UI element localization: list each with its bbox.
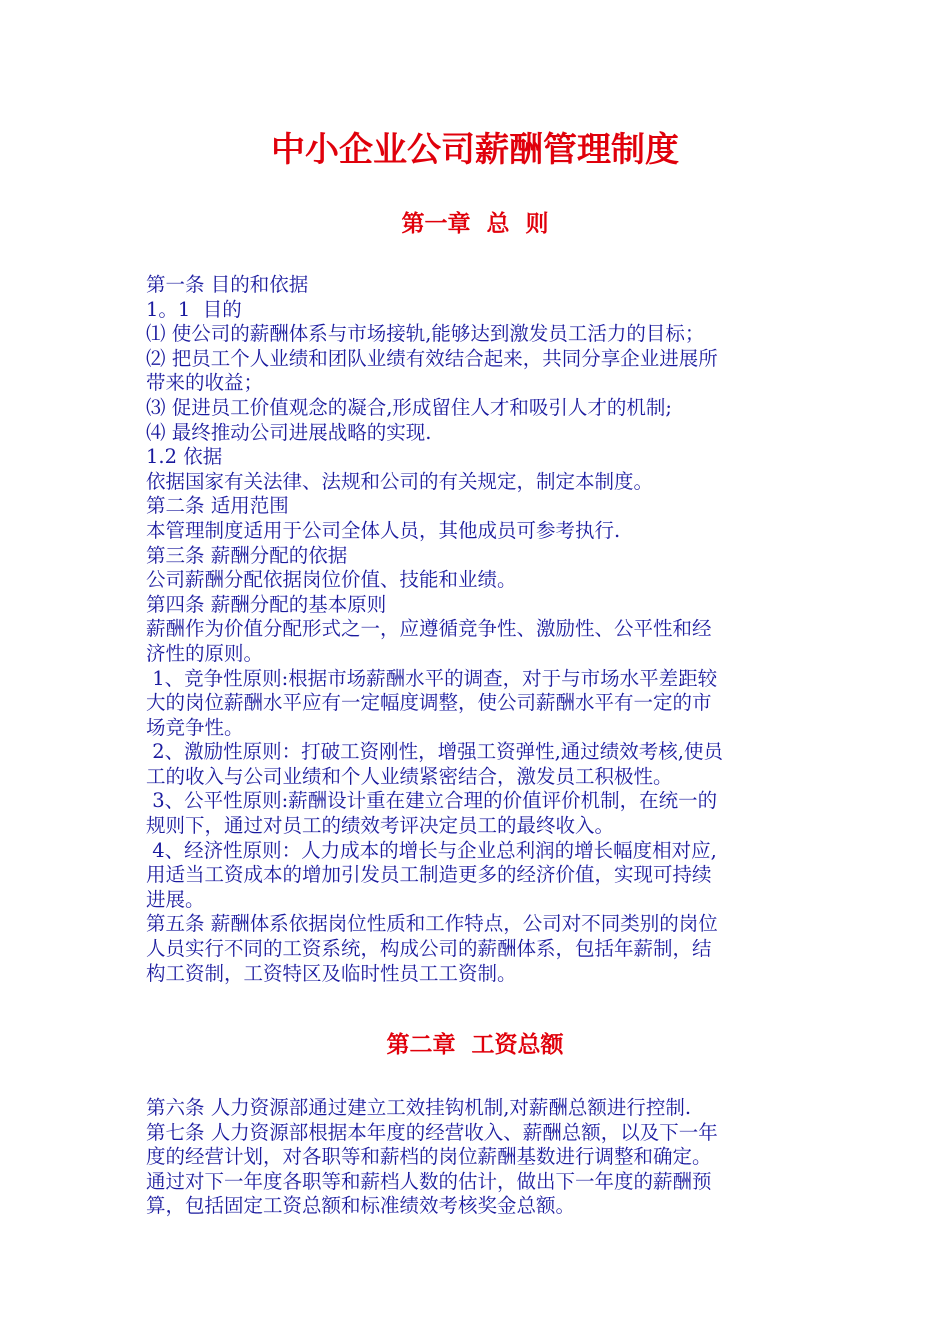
text-line: 进展。: [146, 887, 205, 911]
text-line: 本管理制度适用于公司全体人员，其他成员可参考执行.: [146, 518, 621, 542]
text-line: 规则下，通过对员工的绩效考评决定员工的最终收入。: [146, 814, 615, 838]
text-line: 第二条 适用范围: [146, 494, 289, 518]
text-line: 第五条 薪酬体系依据岗位性质和工作特点，公司对不同类别的岗位: [146, 912, 718, 936]
chapter-2-body: [146, 1096, 814, 1219]
text-line: 1、竞争性原则:根据市场薪酬水平的调查，对于与市场水平差距较: [146, 666, 718, 690]
document-title: 中小企业公司薪酬管理制度: [271, 130, 679, 170]
text-line: 算，包括固定工资总额和标准绩效考核奖金总额。: [146, 1194, 576, 1218]
text-line: 工的收入与公司业绩和个人业绩紧密结合，激发员工积极性。: [146, 764, 673, 788]
text-line: 1.2 依据: [146, 445, 223, 469]
text-line: 度的经营计划，对各职等和薪档的岗位薪酬基数进行调整和确定。: [146, 1145, 712, 1169]
text-line: 构工资制，工资特区及临时性员工工资制。: [146, 961, 517, 985]
chapter-1-heading: 第一章 总 则: [401, 211, 549, 237]
chapter-2-heading: 第二章 工资总额: [386, 1032, 564, 1058]
text-line: 带来的收益；: [146, 371, 264, 395]
text-line: 公司薪酬分配依据岗位价值、技能和业绩。: [146, 568, 517, 592]
text-line: 人员实行不同的工资系统，构成公司的薪酬体系，包括年薪制，结: [146, 937, 712, 961]
text-line: 1。1 目的: [146, 297, 242, 321]
text-line: 济性的原则。: [146, 641, 264, 665]
text-line: 第一条 目的和依据: [146, 273, 309, 296]
text-line: 通过对下一年度各职等和薪档人数的估计，做出下一年度的薪酬预: [146, 1169, 712, 1193]
text-line: 3、公平性原则:薪酬设计重在建立合理的价值评价机制，在统一的: [146, 789, 718, 813]
text-line: ⑵ 把员工个人业绩和团队业绩有效结合起来，共同分享企业进展所: [146, 346, 718, 370]
text-line: 第六条 人力资源部通过建立工效挂钩机制,对薪酬总额进行控制.: [146, 1096, 692, 1119]
text-line: 依据国家有关法律、法规和公司的有关规定，制定本制度。: [146, 469, 654, 493]
text-line: ⑴ 使公司的薪酬体系与市场接轨,能够达到激发员工活力的目标；: [146, 322, 705, 346]
text-line: 用适当工资成本的增加引发员工制造更多的经济价值，实现可持续: [146, 863, 712, 887]
text-line: 第四条 薪酬分配的基本原则: [146, 592, 387, 616]
text-line: 第三条 薪酬分配的依据: [146, 543, 348, 567]
text-line: 场竞争性。: [146, 715, 244, 739]
text-line: 大的岗位薪酬水平应有一定幅度调整，使公司薪酬水平有一定的市: [146, 691, 712, 715]
text-line: 薪酬作为价值分配形式之一，应遵循竞争性、激励性、公平性和经: [146, 617, 712, 641]
text-line: 第七条 人力资源部根据本年度的经营收入、薪酬总额，以及下一年: [146, 1120, 718, 1144]
text-line: ⑷ 最终推动公司进展战略的实现.: [146, 420, 432, 444]
chapter-1-body: [146, 273, 814, 986]
text-line: 4、经济性原则：人力成本的增长与企业总利润的增长幅度相对应,: [146, 838, 717, 862]
text-line: ⑶ 促进员工价值观念的凝合,形成留住人才和吸引人才的机制;: [146, 395, 672, 419]
text-line: 2、激励性原则：打破工资刚性，增强工资弹性,通过绩效考核,使员: [146, 740, 724, 764]
